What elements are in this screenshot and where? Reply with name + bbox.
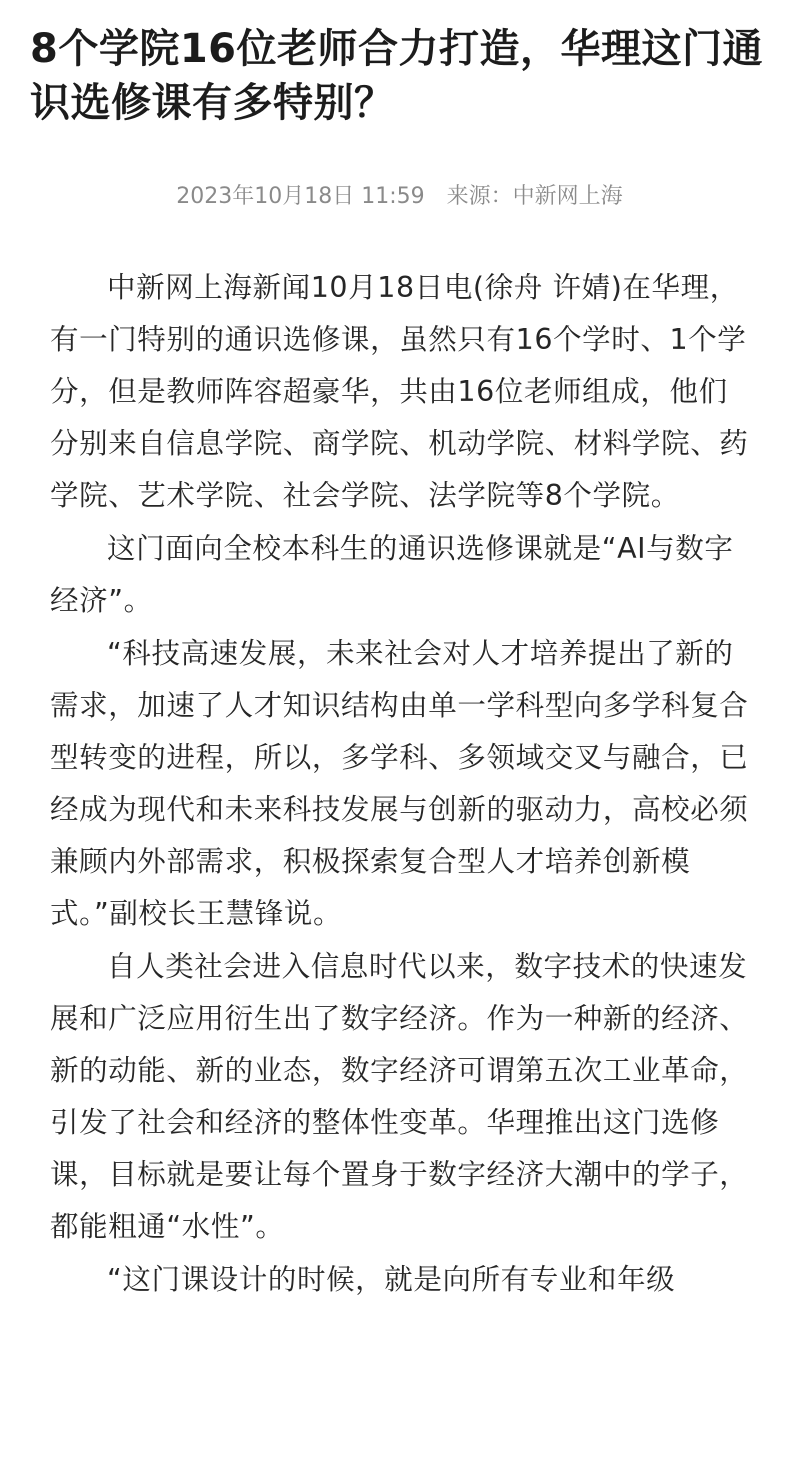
publish-date: 2023年10月18日 11:59 xyxy=(176,184,425,209)
article-source: 来源：中新网上海 xyxy=(446,184,623,209)
paragraph-2: 这门面向全校本科生的通识选修课就是“AI与数字经济”。 xyxy=(50,532,734,617)
paragraph-3: “科技高速发展，未来社会对人才培养提出了新的需求，加速了人才知识结构由单一学科型向多学科复合型转变的进程，所以，多学科、多领域交叉与融合，已经成为现代和未来科技发展与创新的驱动力，高校必须兼顾内外部需求，积极探索复合型人才培养创新模式。”副校长王慧锋说。 xyxy=(50,637,749,930)
paragraph-5: “这门课设计的时候，就是向所有专业和年级 xyxy=(107,1263,676,1296)
article-title: 8个学院16位老师合力打造，华理这门通识选修课有多特别？ xyxy=(30,26,763,126)
paragraph-4: 自人类社会进入信息时代以来，数字技术的快速发展和广泛应用衍生出了数字经济。作为一种新的经济、新的动能、新的业态，数字经济可谓第五次工业革命，引发了社会和经济的整体性变革。华理推出这门选修课，目标就是要让每个置身于数字经济大潮中的学子，都能粗通“水性”。 xyxy=(50,950,749,1243)
article-body xyxy=(50,262,750,1306)
paragraph-1: 中新网上海新闻10月18日电(徐舟 许婧)在华理，有一门特别的通识选修课，虽然只有16个学时、1个学分，但是教师阵容超豪华，共由16位老师组成，他们分别来自信息学院、商学院、机动学院、材料学院、药学院、艺术学院、社会学院、法学院等8个学院。 xyxy=(50,271,749,512)
article-meta xyxy=(0,180,799,214)
